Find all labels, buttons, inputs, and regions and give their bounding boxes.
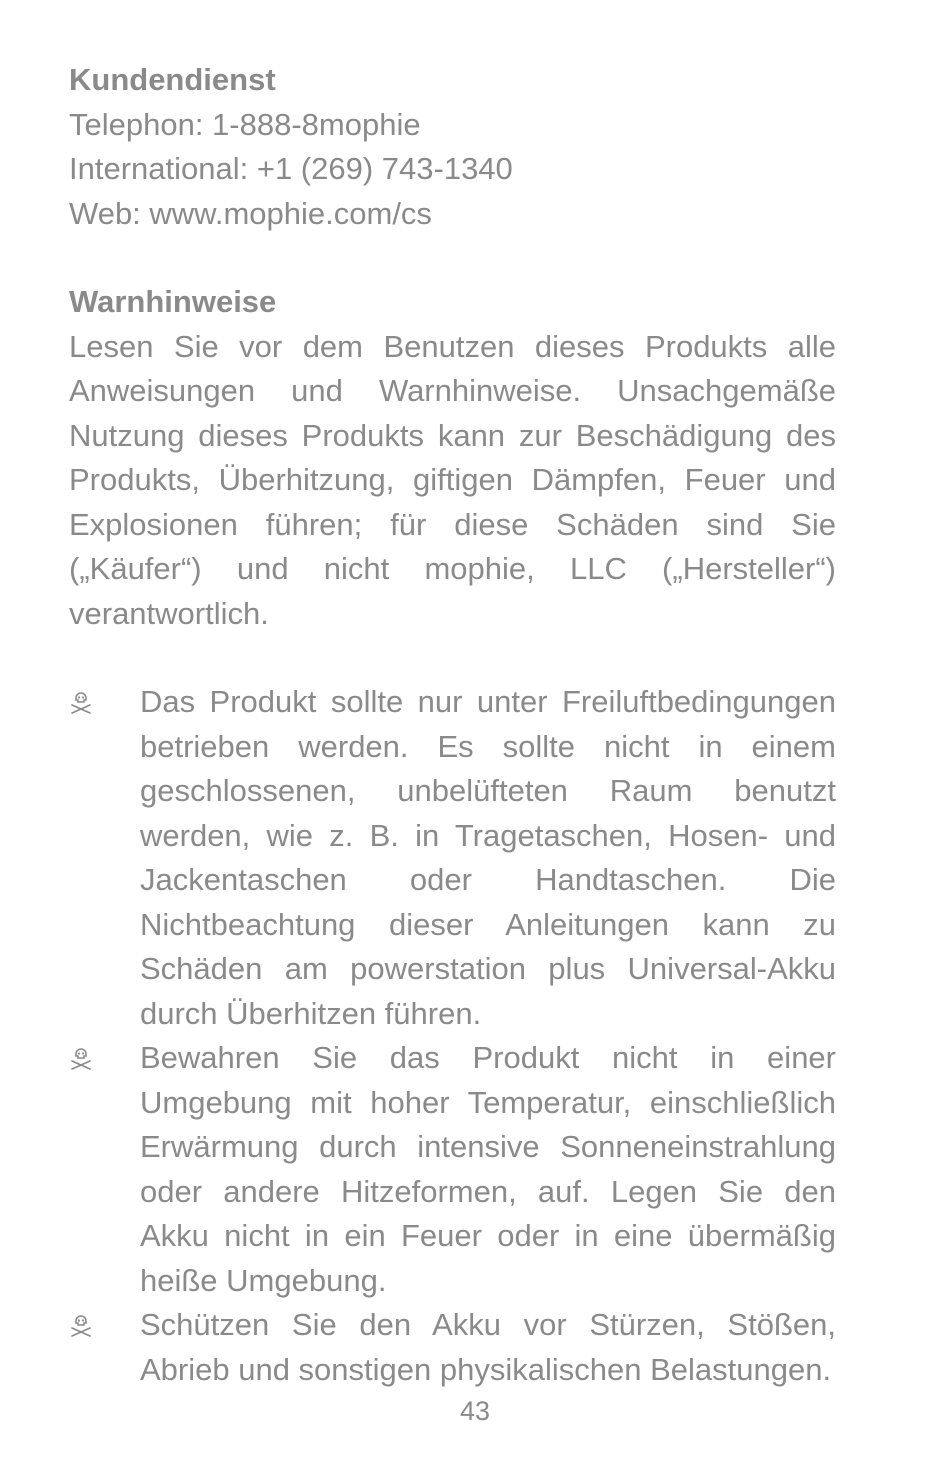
warning-text: Das Produkt sollte nur unter Freiluftbedingungen betrieben werden. Es sollte nicht in einem geschlossenen, unbelüfteten Raum benutzt werden, wie z. B. in Tragetaschen, Hosen- und Jackentaschen oder Handtaschen. Die Nichtbeachtung dieser Anleitungen kann zu Schäden am powerstation plus Universal-Akku durch Überhitzen führen.: [140, 684, 836, 1031]
warning-list: [69, 680, 836, 1392]
warning-text: Bewahren Sie das Produkt nicht in einer Umgebung mit hoher Temperatur, einschließlich Erwärmung durch intensive Sonneneinstrahlung oder andere Hitzeformen, auf. Legen Sie den Akku nicht in ein Feuer oder in eine übermäßig heiße Umgebung.: [140, 1040, 836, 1298]
customer-service-section: [69, 58, 836, 236]
customer-service-heading: Kundendienst: [69, 62, 276, 97]
phone-line: Telephon: 1-888-8mophie: [69, 106, 421, 142]
warning-item: [69, 1036, 836, 1303]
warnings-intro: Lesen Sie vor dem Benutzen dieses Produkts alle Anweisungen und Warnhinweise. Unsachgemäße Nutzung dieses Produkts kann zur Beschädigung des Produkts, Überhitzung, giftigen Dämpfen, Feuer und Explosionen führen; für diese Schäden sind Sie („Käufer“) und nicht mophie, LLC („Hersteller“) verantwortlich.: [69, 328, 836, 631]
skull-crossbones-icon: [69, 688, 93, 716]
warning-item: [69, 1303, 836, 1392]
warnings-heading: Warnhinweise: [69, 284, 277, 319]
warning-item: [69, 680, 836, 1036]
warning-text: Schützen Sie den Akku vor Stürzen, Stößen, Abrieb und sonstigen physikalischen Belastungen.: [140, 1307, 836, 1387]
web-line: Web: www.mophie.com/cs: [69, 195, 432, 231]
page-number: 43: [459, 1396, 491, 1426]
skull-crossbones-icon: [69, 1044, 93, 1072]
document-page: [69, 58, 836, 1392]
international-phone-line: International: +1 (269) 743-1340: [69, 151, 513, 186]
warnings-section: [69, 280, 836, 1392]
skull-crossbones-icon: [69, 1311, 93, 1339]
